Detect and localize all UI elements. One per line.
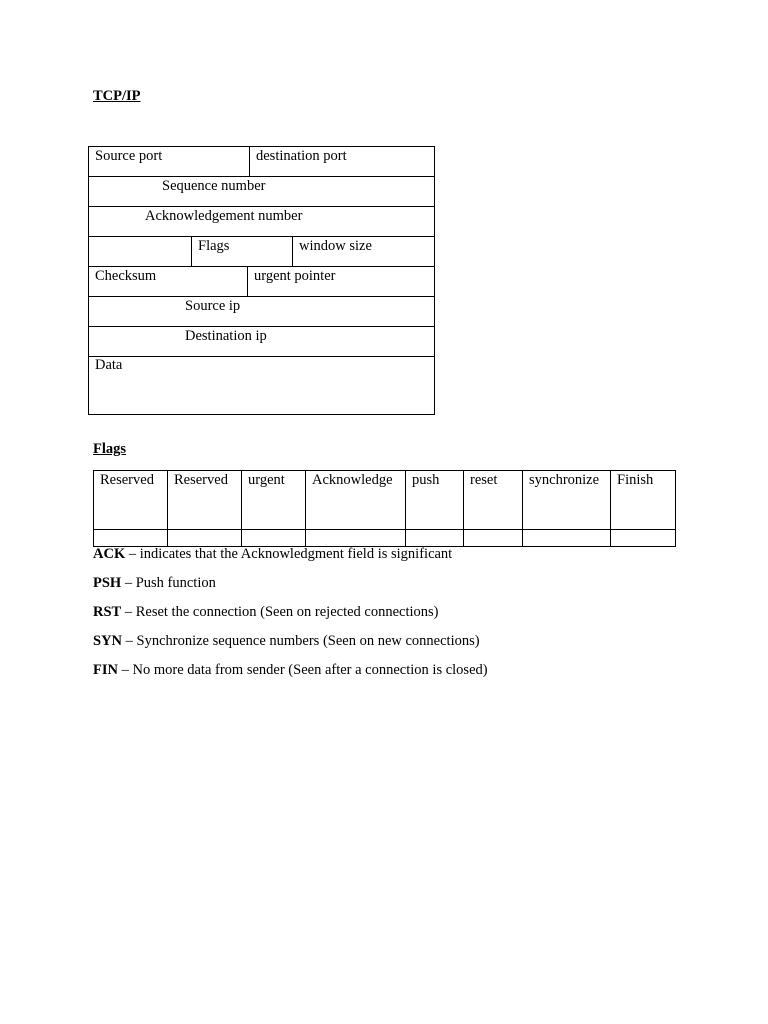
flag-value-cell [306, 530, 406, 547]
flag-value-cell [242, 530, 306, 547]
definition-text: – indicates that the Acknowledgment field is significant [125, 546, 453, 562]
window-size-cell: window size [293, 237, 435, 267]
flags-empty-row [94, 530, 676, 547]
flags-heading: Flags [93, 441, 127, 457]
definition-text: – Synchronize sequence numbers (Seen on new connections) [122, 633, 480, 649]
tcp-row-source-ip [89, 297, 435, 327]
tcp-row-ack [89, 207, 435, 237]
definition-fin [93, 662, 488, 679]
tcp-row-flags [89, 237, 435, 267]
sequence-number-cell: Sequence number [89, 177, 435, 207]
tcp-row-destination-ip [89, 327, 435, 357]
data-cell: Data [89, 357, 435, 415]
definition-abbr: RST [93, 604, 122, 620]
flags-table [93, 470, 676, 547]
acknowledgement-number-cell: Acknowledgement number [89, 207, 435, 237]
definition-text: – Push function [121, 575, 216, 591]
urgent-pointer-cell: urgent pointer [248, 267, 435, 297]
flag-value-cell [168, 530, 242, 547]
tcp-row-data [89, 357, 435, 415]
definition-text: – Reset the connection (Seen on rejected connections) [121, 604, 439, 620]
destination-port-cell: destination port [250, 147, 435, 177]
definition-rst [93, 604, 439, 621]
definition-syn [93, 633, 480, 650]
source-ip-cell: Source ip [89, 297, 435, 327]
tcp-header-table [88, 146, 435, 415]
definition-psh [93, 575, 216, 592]
flag-value-cell [464, 530, 523, 547]
destination-ip-cell: Destination ip [89, 327, 435, 357]
document-title: TCP/IP [93, 88, 141, 104]
flag-value-cell [523, 530, 611, 547]
flag-column-header: push [406, 471, 464, 530]
reserved-cell [89, 237, 192, 267]
flag-column-header: reset [464, 471, 523, 530]
tcp-row-ports [89, 147, 435, 177]
flags-header-row [94, 471, 676, 530]
flag-column-header: Reserved [168, 471, 242, 530]
definition-text: – No more data from sender (Seen after a connection is closed) [117, 662, 488, 678]
flag-column-header: Finish [611, 471, 676, 530]
flag-value-cell [406, 530, 464, 547]
tcp-row-checksum [89, 267, 435, 297]
checksum-cell: Checksum [89, 267, 248, 297]
definition-abbr: FIN [93, 662, 118, 678]
flag-column-header: synchronize [523, 471, 611, 530]
flag-column-header: urgent [242, 471, 306, 530]
flag-column-header: Acknowledge [306, 471, 406, 530]
definition-abbr: ACK [93, 546, 126, 562]
definition-ack [93, 546, 452, 563]
flag-column-header: Reserved [94, 471, 168, 530]
definition-abbr: SYN [93, 633, 123, 649]
source-port-cell: Source port [89, 147, 250, 177]
flag-value-cell [94, 530, 168, 547]
flag-value-cell [611, 530, 676, 547]
definition-abbr: PSH [93, 575, 122, 591]
flags-cell: Flags [192, 237, 293, 267]
tcp-row-sequence [89, 177, 435, 207]
